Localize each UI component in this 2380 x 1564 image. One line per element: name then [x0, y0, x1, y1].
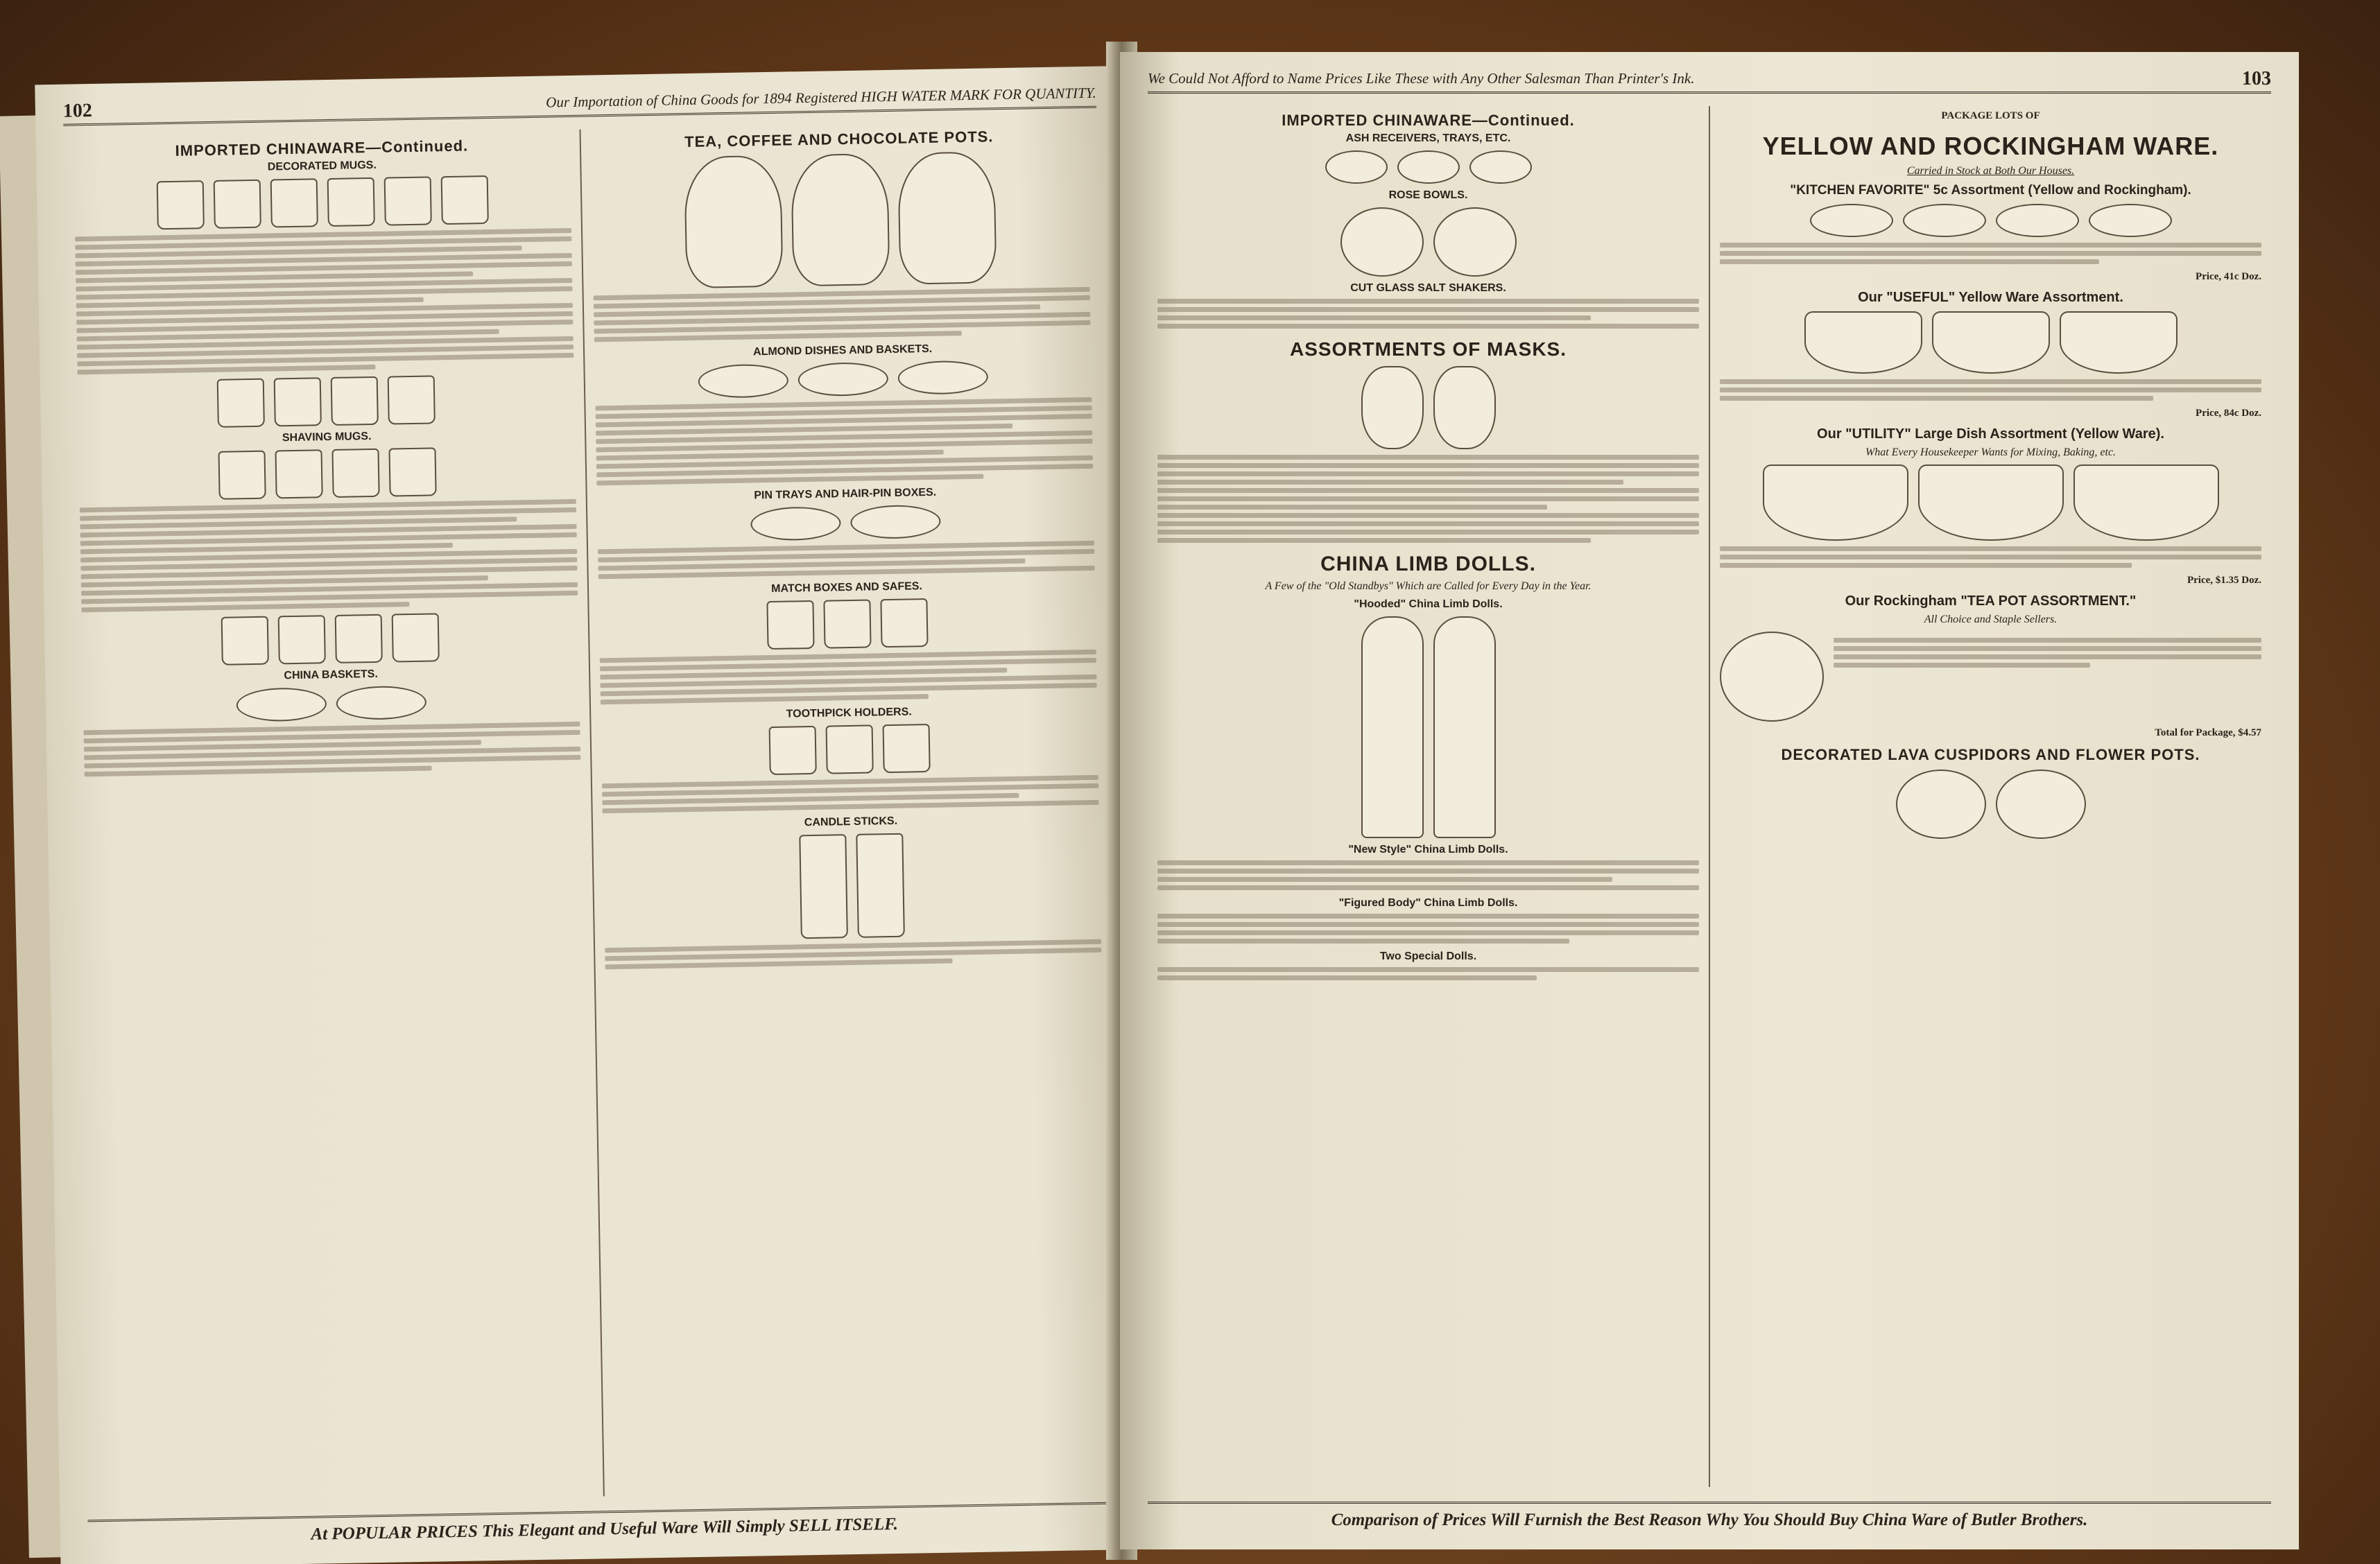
- subheading-special-dolls: Two Special Dolls.: [1379, 950, 1477, 962]
- almond-dish-illustration: [797, 362, 888, 397]
- bowl-illustration: [1932, 311, 2050, 374]
- basket-illustration: [336, 686, 426, 720]
- lot-kitchen-favorite: "KITCHEN FAVORITE" 5c Assortment (Yellow and Rockingham).: [1790, 183, 2191, 198]
- subheading-rose-bowls: ROSE BOWLS.: [1388, 189, 1468, 201]
- right-footer: Comparison of Prices Will Furnish the Best Reason Why You Should Buy China Ware of Butler Brothers.: [1148, 1502, 2271, 1530]
- shaving-mug-illustration: [331, 449, 379, 498]
- lot-tea-pot-price: Total for Package, $4.57: [2155, 727, 2261, 738]
- bowl-illustration: [1810, 204, 1893, 237]
- subheading-almond-dishes: ALMOND DISHES AND BASKETS.: [752, 342, 933, 358]
- subheading-figured-body-dolls: "Figured Body" China Limb Dolls.: [1338, 897, 1518, 909]
- right-column-1: [1148, 106, 1710, 1487]
- bowl-illustration: [1996, 204, 2079, 237]
- subheading-decorated-mugs: DECORATED MUGS.: [267, 159, 377, 173]
- mask-illustration: [1433, 366, 1496, 449]
- mug-illustration: [331, 376, 379, 426]
- item-text-block: [83, 722, 580, 776]
- match-box-illustration: [766, 600, 814, 650]
- left-page: [35, 66, 1149, 1564]
- section-heading-masks: ASSORTMENTS OF MASKS.: [1289, 338, 1567, 360]
- bowl-illustration: [1903, 204, 1986, 237]
- right-page: [1120, 52, 2299, 1549]
- shaving-mug-illustration: [392, 613, 440, 662]
- rose-bowl-illustration: [1433, 207, 1517, 277]
- teapot-illustration: [1720, 632, 1824, 722]
- package-lots-kicker: PACKAGE LOTS OF: [1941, 110, 2040, 121]
- right-running-head-text: We Could Not Afford to Name Prices Like These with Any Other Salesman Than Printer's Ink.: [1148, 70, 1695, 87]
- bowl-illustration: [1804, 311, 1922, 374]
- left-footer: At POPULAR PRICES This Elegant and Useful Ware Will Simply SELL ITSELF.: [87, 1502, 1121, 1548]
- shaving-mug-illustration: [275, 449, 322, 498]
- item-text-block: [1157, 967, 1699, 980]
- item-text-block: [595, 397, 1093, 485]
- mug-illustration: [327, 177, 375, 227]
- right-page-number: 103: [2242, 67, 2271, 89]
- section-heading: IMPORTED CHINAWARE—Continued.: [175, 137, 469, 159]
- mug-illustration: [388, 375, 436, 424]
- item-text-block: [1720, 379, 2261, 401]
- item-text-block: [594, 287, 1091, 342]
- item-text-block: [1157, 299, 1699, 329]
- section-heading-pots: TEA, COFFEE AND CHOCOLATE POTS.: [684, 128, 994, 151]
- item-text-block: [602, 775, 1099, 813]
- shaving-mug-illustration: [218, 451, 266, 500]
- subheading-china-baskets: CHINA BASKETS.: [284, 668, 379, 682]
- almond-dish-illustration: [698, 364, 788, 399]
- subheading-match-boxes: MATCH BOXES AND SAFES.: [771, 580, 923, 595]
- lot-utility-subtitle: What Every Housekeeper Wants for Mixing, Baking, etc.: [1865, 446, 2116, 458]
- right-column-2: [1710, 106, 2271, 1487]
- subheading-ash-receivers: ASH RECEIVERS, TRAYS, ETC.: [1345, 132, 1511, 144]
- almond-dish-illustration: [897, 360, 988, 394]
- subheading-shaving-mugs: SHAVING MUGS.: [282, 431, 372, 444]
- candle-stick-illustration: [856, 833, 905, 938]
- ash-tray-illustration: [1469, 150, 1532, 184]
- toothpick-holder-illustration: [826, 724, 874, 774]
- dolls-tagline: A Few of the "Old Standbys" Which are Called for Every Day in the Year.: [1265, 580, 1592, 592]
- mug-illustration: [270, 178, 318, 227]
- large-dish-illustration: [1763, 464, 1908, 541]
- section-heading: IMPORTED CHINAWARE—Continued.: [1282, 112, 1575, 129]
- lot-cuspidors: DECORATED LAVA CUSPIDORS AND FLOWER POTS.: [1781, 746, 2200, 763]
- large-dish-illustration: [2073, 464, 2219, 541]
- subheading-new-style-dolls: "New Style" China Limb Dolls.: [1348, 844, 1508, 855]
- ash-tray-illustration: [1325, 150, 1388, 184]
- subheading-salt-shakers: CUT GLASS SALT SHAKERS.: [1350, 282, 1506, 294]
- pin-tray-illustration: [850, 505, 941, 539]
- mug-illustration: [157, 180, 205, 229]
- yellow-rockingham-heading: YELLOW AND ROCKINGHAM WARE.: [1762, 132, 2219, 160]
- doll-illustration: [1433, 616, 1496, 838]
- section-heading-dolls: CHINA LIMB DOLLS.: [1320, 553, 1536, 575]
- subheading-pin-trays: PIN TRAYS AND HAIR-PIN BOXES.: [754, 486, 937, 502]
- left-column-2: [580, 121, 1120, 1497]
- basket-illustration: [236, 687, 327, 722]
- item-text-block: [1157, 914, 1699, 944]
- item-text-block: [80, 499, 578, 612]
- item-text-block: [75, 228, 574, 374]
- item-text-block: [1157, 860, 1699, 890]
- match-box-illustration: [823, 599, 871, 648]
- pot-illustration: [684, 155, 783, 288]
- lot-useful-price: Price, 84c Doz.: [2196, 408, 2261, 419]
- carried-in-stock: Carried in Stock at Both Our Houses.: [1906, 165, 2075, 177]
- toothpick-holder-illustration: [769, 726, 817, 775]
- left-running-head-text: Our Importation of China Goods for 1894 Registered HIGH WATER MARK FOR QUANTITY.: [545, 84, 1096, 111]
- doll-illustration: [1361, 616, 1424, 838]
- item-text-block: [1834, 634, 2261, 715]
- left-running-head: [63, 80, 1096, 126]
- toothpick-holder-illustration: [883, 724, 931, 773]
- pin-tray-illustration: [750, 506, 841, 541]
- subheading-hooded-dolls: "Hooded" China Limb Dolls.: [1354, 598, 1503, 610]
- large-dish-illustration: [1918, 464, 2064, 541]
- lot-kitchen-favorite-price: Price, 41c Doz.: [2196, 271, 2261, 282]
- mug-illustration: [384, 176, 432, 225]
- shaving-mug-illustration: [221, 616, 269, 666]
- item-text-block: [1157, 455, 1699, 543]
- right-running-head: [1148, 66, 2271, 94]
- mug-illustration: [441, 175, 489, 225]
- item-text-block: [605, 939, 1101, 969]
- item-text-block: [1720, 546, 2261, 568]
- item-text-block: [600, 650, 1097, 704]
- lot-tea-pot: Our Rockingham "TEA POT ASSORTMENT.": [1845, 593, 2137, 609]
- shaving-mug-illustration: [388, 447, 436, 496]
- subheading-toothpick-holders: TOOTHPICK HOLDERS.: [786, 706, 912, 720]
- candle-stick-illustration: [799, 834, 848, 939]
- pot-illustration: [791, 153, 890, 286]
- shaving-mug-illustration: [335, 614, 383, 663]
- subheading-candle-sticks: CANDLE STICKS.: [804, 815, 898, 829]
- bowl-illustration: [2060, 311, 2178, 374]
- match-box-illustration: [880, 598, 928, 648]
- left-page-number: 102: [62, 99, 93, 122]
- mask-illustration: [1361, 366, 1424, 449]
- mug-illustration: [217, 379, 265, 428]
- lot-utility-price: Price, $1.35 Doz.: [2187, 575, 2261, 586]
- item-text-block: [1720, 243, 2261, 264]
- shaving-mug-illustration: [278, 615, 326, 664]
- lot-useful: Our "USEFUL" Yellow Ware Assortment.: [1858, 290, 2123, 305]
- item-text-block: [598, 541, 1095, 579]
- bowl-illustration: [2089, 204, 2172, 237]
- ash-tray-illustration: [1397, 150, 1460, 184]
- cuspidor-illustration: [1896, 770, 1986, 839]
- left-column-1: [64, 130, 605, 1506]
- mug-illustration: [274, 377, 322, 426]
- rose-bowl-illustration: [1340, 207, 1424, 277]
- lot-tea-pot-subtitle: All Choice and Staple Sellers.: [1924, 614, 2058, 625]
- lot-utility: Our "UTILITY" Large Dish Assortment (Yellow Ware).: [1817, 426, 2164, 442]
- pot-illustration: [897, 151, 997, 284]
- mug-illustration: [214, 180, 261, 229]
- cuspidor-illustration: [1996, 770, 2086, 839]
